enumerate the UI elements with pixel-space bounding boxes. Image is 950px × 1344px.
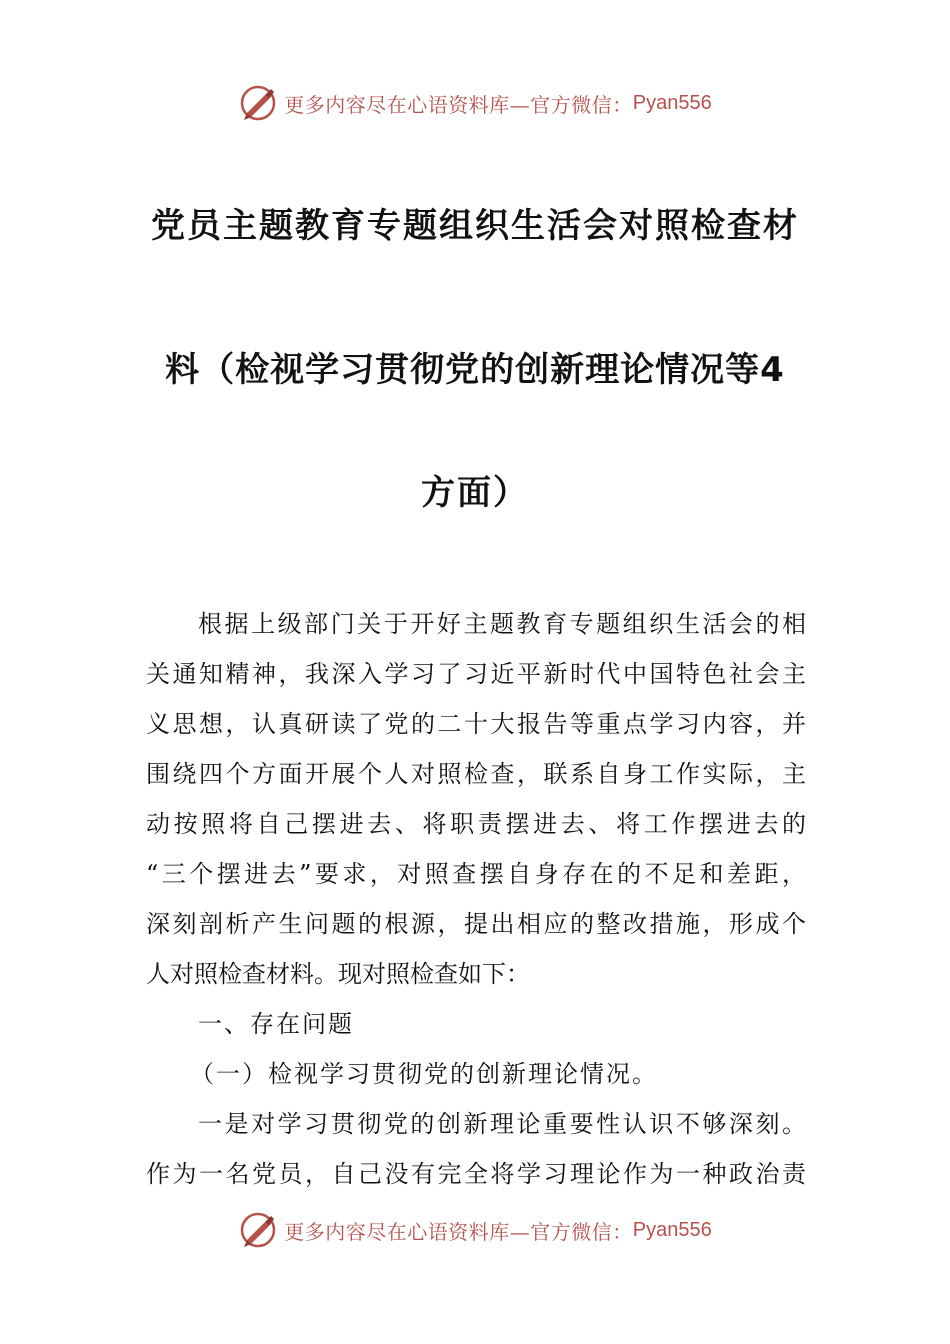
banner-wechat-id: Pyan556 [632, 1218, 712, 1241]
header-watermark-banner [0, 78, 950, 128]
paragraph-line: 关通知精神，我深入学习了习近平新时代中国特色社会主 [146, 660, 806, 688]
paragraph-line: “三个摆进去”要求，对照查摆自身存在的不足和差距， [146, 860, 806, 888]
banner-text: 更多内容尽在心语资料库— [284, 1219, 531, 1244]
paragraph-line: 动按照将自己摆进去、将职责摆进去、将工作摆进去的 [146, 810, 806, 838]
pen-nib-logo-icon [238, 1210, 278, 1250]
paragraph-line: 作为一名党员，自己没有完全将学习理论作为一种政治责 [146, 1160, 806, 1188]
document-title-line-2: 料（检视学习贯彻党的创新理论情况等4 [165, 350, 785, 390]
paragraph-line: 一是对学习贯彻党的创新理论重要性认识不够深刻。 [198, 1110, 806, 1138]
section-heading: 一、存在问题 [198, 1010, 354, 1038]
banner-wechat-label: 官方微信： [530, 92, 633, 117]
paragraph-line: 根据上级部门关于开好主题教育专题组织生活会的相 [198, 610, 806, 638]
paragraph-line: 深刻剖析产生问题的根源，提出相应的整改措施，形成个 [146, 910, 806, 938]
subsection-heading: （一）检视学习贯彻党的创新理论情况。 [190, 1060, 658, 1088]
document-title-line-3: 方面） [421, 473, 529, 513]
pen-nib-logo-icon [238, 83, 278, 123]
banner-wechat-id: Pyan556 [632, 91, 712, 114]
footer-watermark-banner [0, 1205, 950, 1255]
banner-text: 更多内容尽在心语资料库— [284, 92, 531, 117]
paragraph-line: 义思想，认真研读了党的二十大报告等重点学习内容，并 [146, 710, 806, 738]
document-title-line-1: 党员主题教育专题组织生活会对照检查材 [151, 206, 799, 246]
paragraph-line: 人对照检查材料。现对照检查如下： [146, 960, 530, 988]
paragraph-line: 围绕四个方面开展个人对照检查，联系自身工作实际，主 [146, 760, 806, 788]
banner-wechat-label: 官方微信： [530, 1219, 633, 1244]
